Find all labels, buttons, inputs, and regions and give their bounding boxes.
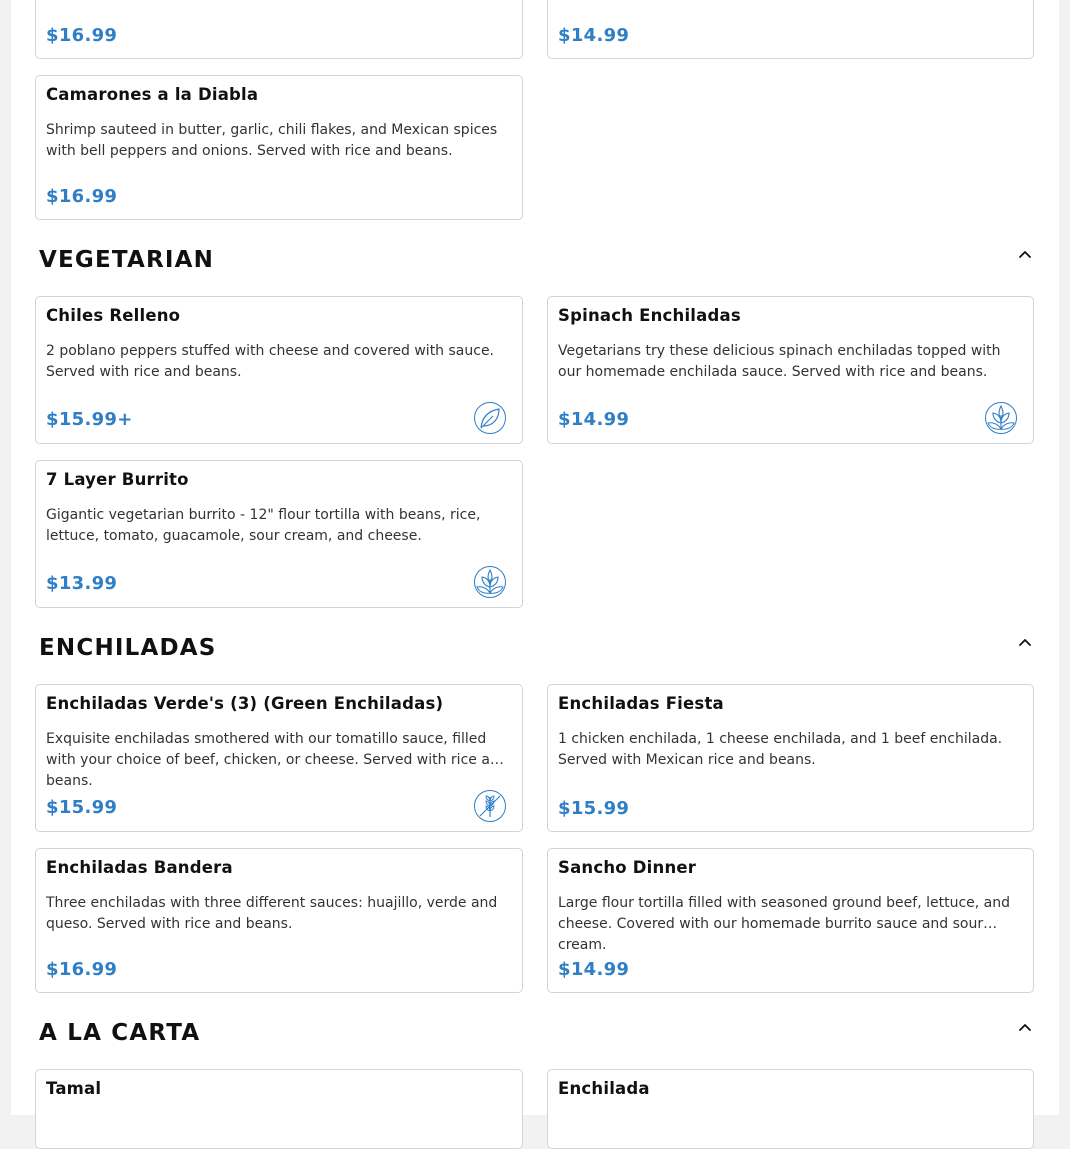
- item-price: $16.99: [46, 959, 118, 980]
- vegan-plant-icon: [984, 401, 1018, 435]
- menu-item-card[interactable]: [547, 296, 1034, 444]
- item-price: $13.99: [46, 573, 118, 594]
- item-price: $15.99: [46, 797, 118, 818]
- menu-item-card[interactable]: [35, 1069, 523, 1149]
- item-description: Gigantic vegetarian burrito - 12" flour tortilla with beans, rice, lettuce, tomato, guacamole, sour cream, and cheese.: [46, 507, 481, 544]
- menu-item-card[interactable]: [35, 460, 523, 608]
- menu-item-card[interactable]: [35, 848, 523, 993]
- menu-item-card[interactable]: [35, 75, 523, 220]
- item-description: Shrimp sauteed in butter, garlic, chili flakes, and Mexican spices with bell peppers and onions. Served with rice and beans.: [46, 122, 498, 159]
- item-name: Enchiladas Verde's (3) (Green Enchiladas): [46, 694, 444, 713]
- collapse-chevron-up-icon[interactable]: [1017, 246, 1033, 262]
- item-description: Vegetarians try these delicious spinach enchiladas topped with our homemade enchilada sauce. Served with rice and beans.: [558, 343, 1001, 380]
- menu-item-card[interactable]: [35, 0, 523, 59]
- item-name: Spinach Enchiladas: [558, 306, 741, 325]
- vegetarian-leaf-icon: [473, 401, 507, 435]
- item-name: Tamal: [46, 1079, 102, 1098]
- item-description: 1 chicken enchilada, 1 cheese enchilada, and 1 beef enchilada. Served with Mexican rice and beans.: [558, 731, 1003, 768]
- item-price: $15.99: [558, 798, 630, 819]
- item-description: Exquisite enchiladas smothered with our tomatillo sauce, filled with your choice of beef, chicken, or cheese. Served with rice and beans.: [46, 731, 508, 789]
- gluten-free-icon: [473, 789, 507, 823]
- menu-item-card[interactable]: [547, 0, 1034, 59]
- item-description: Large flour tortilla filled with seasoned ground beef, lettuce, and cheese. Covered with our homemade burrito sauce and sour cream.: [558, 895, 1010, 953]
- menu-item-card[interactable]: [35, 684, 523, 832]
- item-price: $15.99+: [46, 409, 133, 430]
- menu-page: [11, 0, 1059, 1115]
- item-name: Enchilada: [558, 1079, 650, 1098]
- item-price: $14.99: [558, 25, 630, 46]
- item-name: Camarones a la Diabla: [46, 85, 259, 104]
- vegan-plant-icon: [473, 565, 507, 599]
- item-description: Three enchiladas with three different sauces: huajillo, verde and queso. Served with rice and beans.: [46, 895, 498, 932]
- section-title-vegetarian: VEGETARIAN: [39, 247, 215, 273]
- item-price: $16.99: [46, 186, 118, 207]
- item-name: Enchiladas Fiesta: [558, 694, 724, 713]
- item-name: Chiles Relleno: [46, 306, 181, 325]
- item-name: Enchiladas Bandera: [46, 858, 233, 877]
- item-price: $14.99: [558, 959, 630, 980]
- item-description: 2 poblano peppers stuffed with cheese and covered with sauce. Served with rice and beans.: [46, 343, 495, 380]
- section-title-enchiladas: ENCHILADAS: [39, 635, 217, 661]
- menu-item-card[interactable]: [35, 296, 523, 444]
- section-title-a-la-carta: A LA CARTA: [39, 1020, 201, 1046]
- collapse-chevron-up-icon[interactable]: [1017, 1019, 1033, 1035]
- item-price: $16.99: [46, 25, 118, 46]
- menu-item-card[interactable]: [547, 684, 1034, 832]
- menu-item-card[interactable]: [547, 1069, 1034, 1149]
- collapse-chevron-up-icon[interactable]: [1017, 634, 1033, 650]
- item-name: Sancho Dinner: [558, 858, 697, 877]
- item-name: 7 Layer Burrito: [46, 470, 189, 489]
- menu-item-card[interactable]: [547, 848, 1034, 993]
- item-price: $14.99: [558, 409, 630, 430]
